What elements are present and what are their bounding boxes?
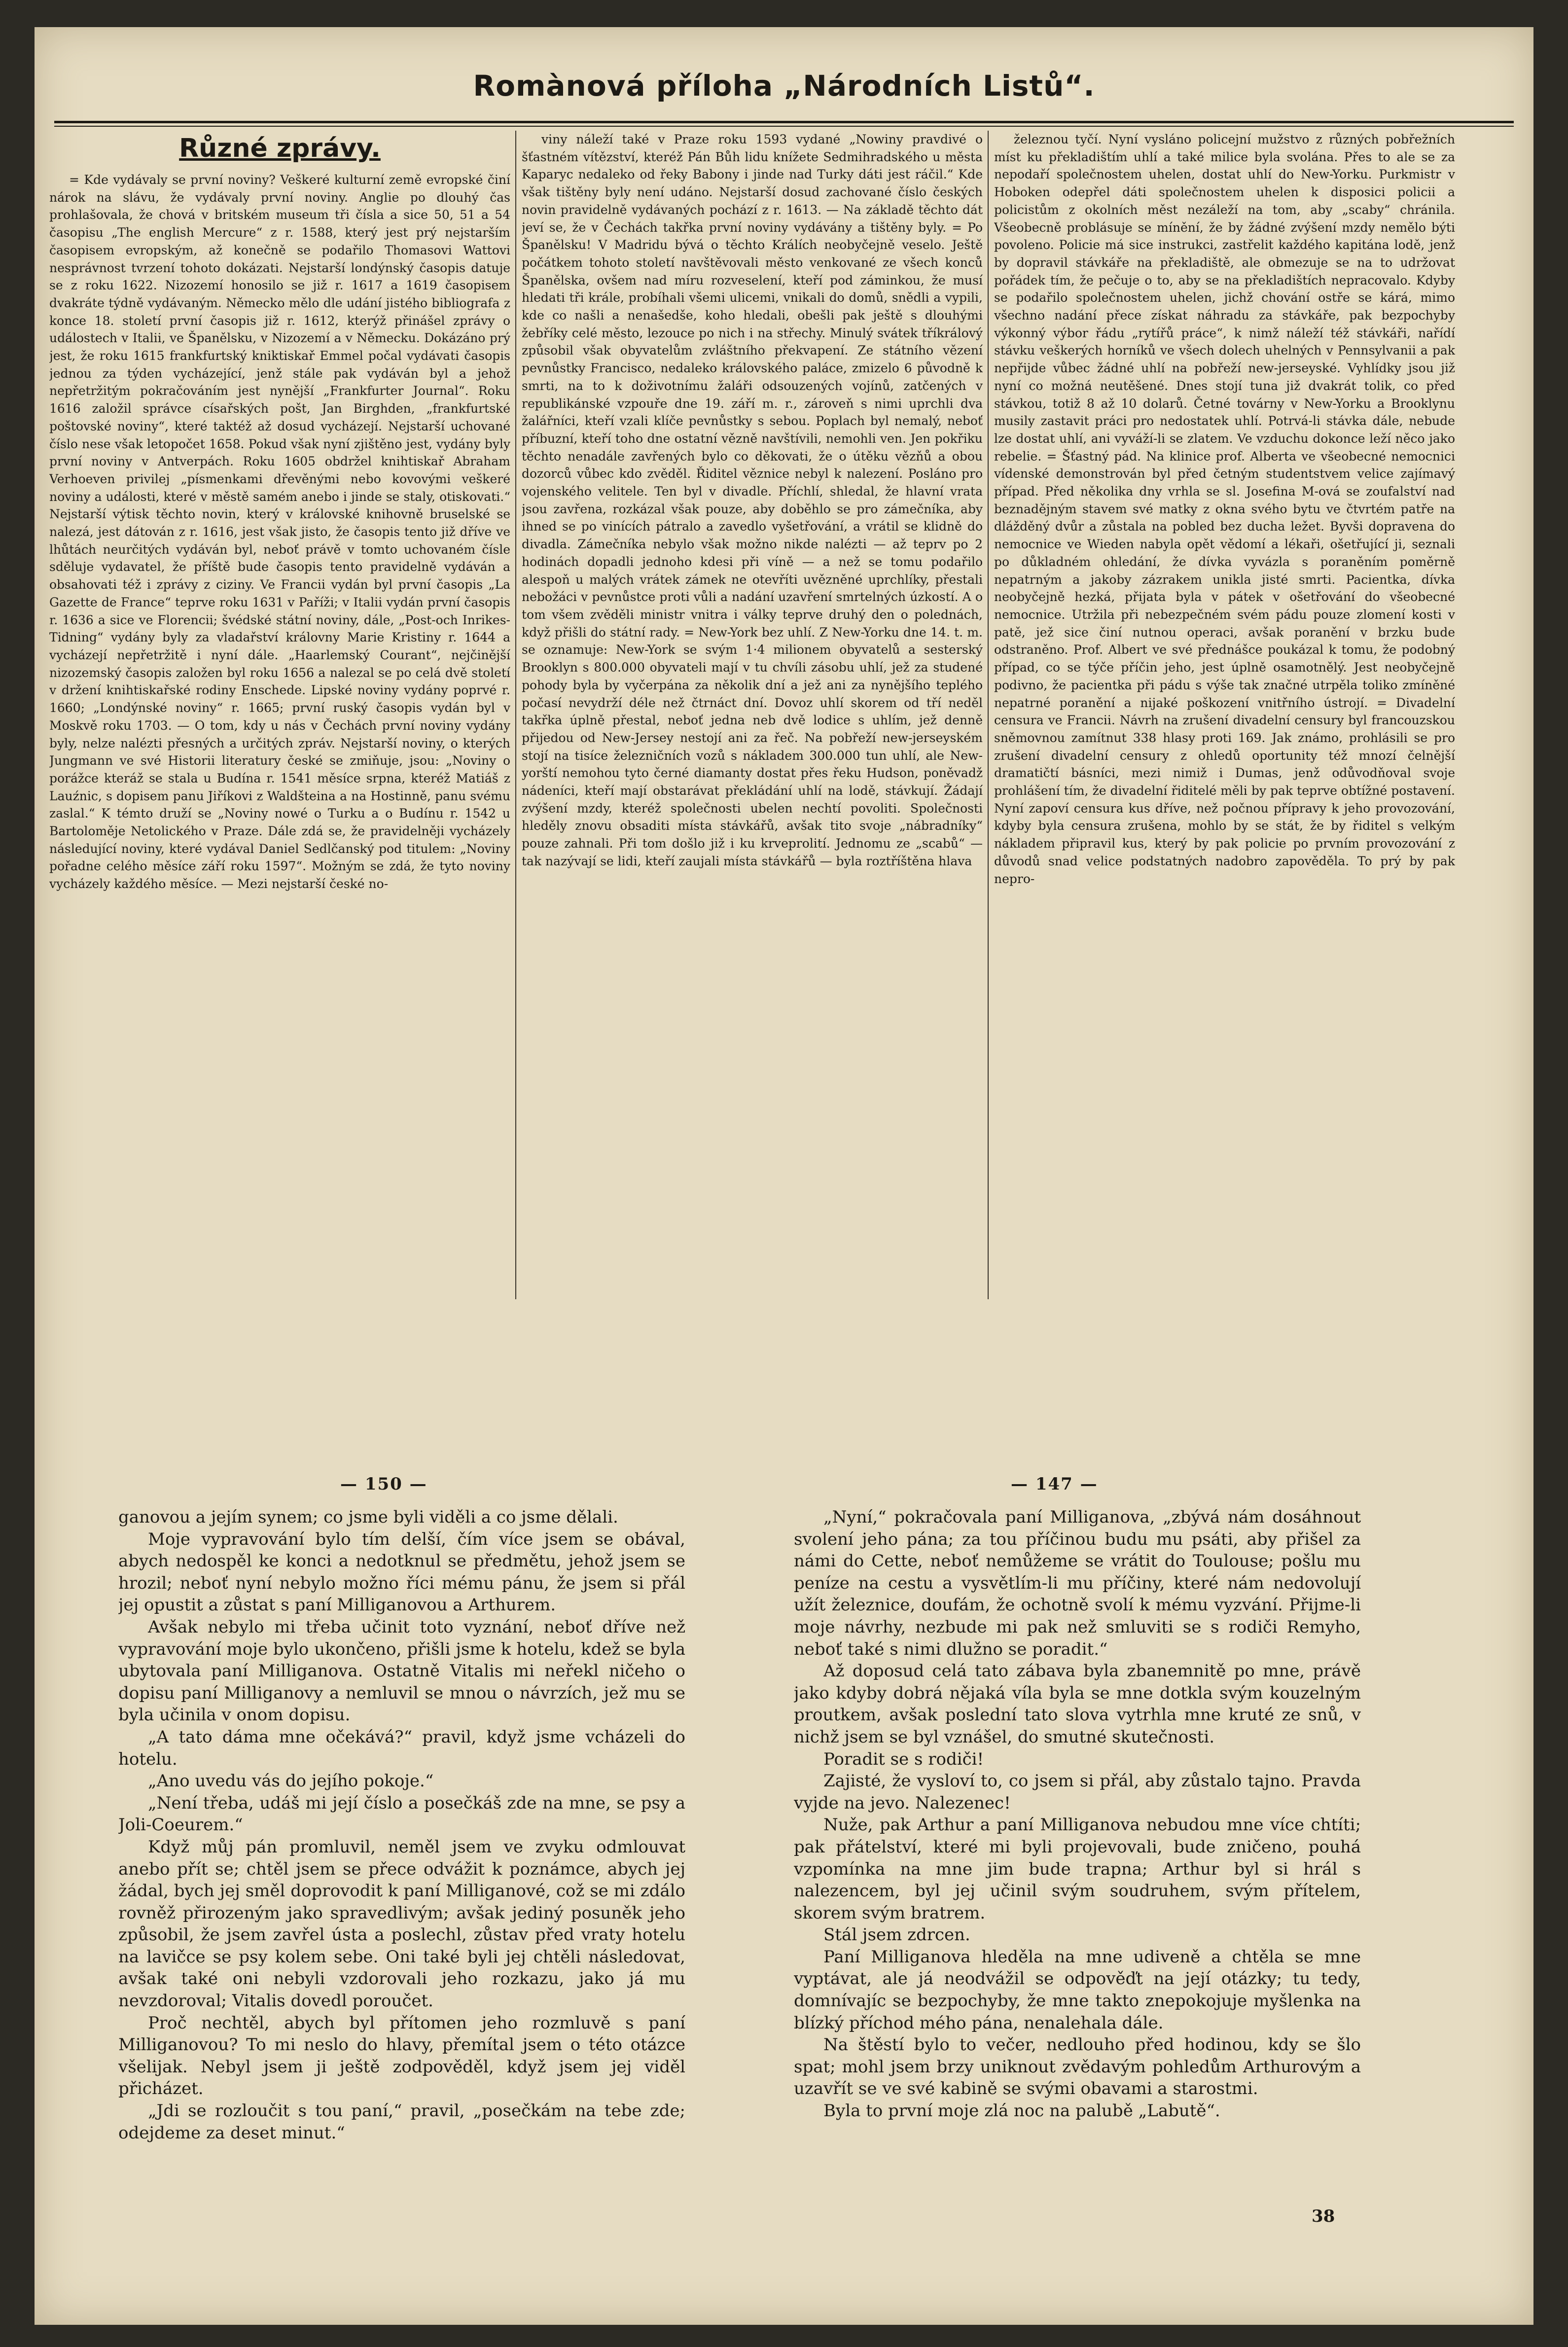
novel-paragraph: Avšak nebylo mi třeba učinit toto vyznání, neboť dříve než vypravování moje bylo ukončeno, přišli jsme k hotelu, kdež se byla ubytovala paní Milliganova. Ostatně Vitalis mi neřekl ničeho o dopisu paní Milliganovy a nemluvil se mnou o návrzích, jež mu se byla učinila v onom dopisu. bbox=[118, 1617, 685, 1725]
page-header: Romànová příloha „Národních Listů“. bbox=[473, 69, 1095, 103]
news-column-3 bbox=[994, 131, 1455, 1304]
novel-paragraph: Až doposud celá tato zábava byla zbanemnitě po mne, právě jako kdyby dobrá nějaká víla byla se mne dotkla svým kouzelným proutkem, avšak poslední tato slova vytrhla mne kruté ze snů, v nichž jsem se byl vznášel, do smutné skutečnosti. bbox=[794, 1661, 1361, 1747]
novel-column-left bbox=[118, 1506, 685, 2290]
news-column-1-text: = Kde vydávaly se první noviny? Veškeré kulturní země evropské činí nárok na slávu, že vydávaly první noviny. Anglie po dlouhý čas prohlašovala, že chová v britském museum tři čísla a sice 50, 51 a 54 časopisu „The english Mercure“ z r. 1588, který jest prý nejstarším časopisem evropským, až konečně se podařilo Thomasovi Wattovi nesprávnost tvrzení tohoto dokázati. Nejstarší londýnský časopis datuje se z roku 1622. Nizozemí honosilo se již r. 1617 a 1619 časopisem dvakráte týdně vydávaným. Německo mělo dle udání jistého bibliografa z konce 18. století první časopis již r. 1612, kterýž přinášel zprávy o událostech v Italii, ve Španělsku, v Nizozemí a v Německu. Dokázáno prý jest, že roku 1615 frankfurtský kniktiskař Emmel počal vydávati časopis jednou za týden vycházející, jenž stále pak vydáván byl a jehož nepřetržitým pokračováním jest nynější „Frankfurter Journal“. Roku 1616 založil správce císařských pošt, Jan Birghden, „frankfurtské poštovské noviny“, které taktéž až dosud vycházejí. Nejstarší uchované číslo nese však letopočet 1658. Pokud však nyní zjištěno jest, vydány byly první noviny v Antverpách. Roku 1605 obdržel knihtiskař Abraham Verhoeven privilej „písmenkami dřevěnými nebo kovovými veškeré noviny a události, které v městě samém anebo i jinde se staly, otiskovati.“ Nejstarší výtisk těchto novin, který v královské knihovně bruselské se nalezá, jest dátován z r. 1616, jest však jisto, že časopis tento již dříve ve lhůtách neurčitých vydáván byl, neboť právě v tomto uchovaném čísle sděluje vydavatel, že příště bude časopis tento pravidelně vydáván a obsahovati též i zprávy z ciziny. Ve Francii vydán byl první časopis „La Gazette de France“ teprve roku 1631 v Paříži; v Italii vydán první časopis r. 1636 a sice ve Florencii; švédské státní noviny, dále, „Post-och Inrikes-Tidning“ vydány byly za vladařství královny Marie Kristiny r. 1644 a vycházejí nepřetržitě i nyní dále. „Haarlemský Courant“, nejčinější nizozemský časopis založen byl roku 1656 a nalezal se po celá dvě století v držení knihtiskařské rodiny Enschede. Lipské noviny vydány poprvé r. 1660; „Londýnské noviny“ r. 1665; první ruský časopis vydán byl v Moskvě roku 1703. — O tom, kdy u nás v Čechách první noviny vydány byly, nelze nalézti přesných a určitých zpráv. Nejstarší noviny, o kterých Jungmann ve své Historii literatury české se zmiňuje, jsou: „Noviny o porážce kteráž se stala u Budína r. 1541 měsíce srpna, kteréž Matiáš z Lauźnic, s dopisem panu Jiříkovi z Waldšteina a na Hostinně, panu svému zaslal.“ K témto druží se „Noviny nowé o Turku a o Budínu r. 1542 u Bartoloměje Netolického v Praze. Dále zdá se, že pravidelněji vycházely následující noviny, které vydával Daniel Sedlčanský pod titulem: „Noviny pořadne celého měsíce září roku 1597“. Možným se zdá, že tyto noviny vycházely každého měsíce. — Mezi nejstarší české no- bbox=[49, 173, 510, 891]
page-number-right: — 147 — bbox=[1011, 1474, 1098, 1494]
news-column-2-text: viny náleží také v Praze roku 1593 vydané „Nowiny pravdivé o šťastném vítězství, kteréž Pán Bůh lidu knížete Sedmihradského u města Kaparyc nedaleko od řeky Babony i jinde nad Turky dáti jest ráčil.“ Kde však tištěny byly není udáno. Nejstarší dosud zachované číslo českých novin pravidelně vydávaných pochází z r. 1613. — Na základě těchto dát jeví se, že v Čechách takřka první noviny vydávány a tištěny byly. = Po Španělsku! V Madridu bývá o těchto Králích neobyčejně veselo. Ještě počátkem tohoto století navštěvovali město venkované ze všech konců Španělska, ovšem nad míru rozveselení, kteří pod záminkou, že musí hledati tři krále, probíhali všemi ulicemi, vnikali do domů, snědli a vypili, kde co našli a nenašedše, koho hledali, obešli pak ještě s dlouhými žebříky celé město, lezouce po nich i na střechy. Minulý svátek tříkrálový způsobil však obyvatelům zvláštního překvapení. Ze státního vězení pevnůstky Francisco, nedaleko královského paláce, zmizelo 6 původně k smrti, na to k doživotnímu žaláři odsouzených vojínů, zatčených v republikánské vzpouře dne 19. září m. r., zároveň s nimi uprchli dva žalářníci, kteří vzali klíče pevnůstky s sebou. Poplach byl nemalý, neboť příbuzní, kteří toho dne ostatní vězně navštívili, nemohli ven. Jen pokřiku těchto nenadále zavřených bylo co děkovati, že o útěku vězňů a obou dozorců vůbec kdo zvěděl. Řiditel věznice nebyl k nalezení. Posláno pro vojenského velitele. Ten byl v divadle. Příchlí, shledal, že hlavní vrata jsou zavřena, rozkázal však pouze, aby doběhlo se pro zámečníka, aby ihned se po vinících pátralo a zavedlo vyšetřování, a vrátil se klidně do divadla. Zámečníka nebylo však možno nikde nalézti — až teprv po 2 hodinách dopadli jednoho kdesi při víně — a než se tomu podařilo alespoň u malých vrátek zámek ne otevříti uvězněné uprchlíky, přestali nebožáci v pevnůstce proti vůli a nadání uzavření smrtelných úzkostí. A o tom všem zvěděli ministr vnitra i války teprve druhý den o polednách, když přišli do státní rady. = New-York bez uhlí. Z New-Yorku dne 14. t. m. se oznamuje: New-York se svým 1·4 milionem obyvatelů a sesterský Brooklyn s 800.000 obyvateli mají v tu chvíli zásobu uhlí, jež za studené pohody byla by vyčerpána za několik dní a jež ani za nynějšího teplého počasí nevydrží déle než čtrnáct dní. Dovoz uhlí skorem od tří neděl takřka úplně přestal, neboť jedna neb dvě lodice s uhlím, jež denně přijedou od New-Jersey nestojí ani za řeč. Na pobřeží new-jerseyském stojí na tisíce železničních vozů s nákladem 300.000 tun uhlí, ale New-yorští nemohou tyto černé diamanty dostat přes řeku Hudson, poněvadž nádeníci, kteří mají obstarávat překládání uhlí na lodě, stávkují. Žádají zvýšení mzdy, kteréž společnosti ubelen nechtí povoliti. Společnosti hleděly znovu obsaditi místa stávkářů, avšak tito svoje „nábradníky“ pouze zahnali. Při tom došlo již i ku krveprolití. Jednomu ze „scabů“ — tak nazývají se lidi, kteří zaujali místa stávkářů — byla roztříštěna hlava bbox=[522, 132, 983, 868]
novel-paragraph: Na štěstí bylo to večer, nedlouho před hodinou, kdy se šlo spat; mohl jsem brzy uniknout zvědavým pohledům Arthurovým a uzavřít se ve své kabině se svými obavami a starostmi. bbox=[794, 2035, 1361, 2099]
novel-paragraph: Moje vypravování bylo tím delší, čím více jsem se obával, abych nedospěl ke konci a nedotknul se předmětu, jehož jsem se hrozil; neboť nyní nebylo možno říci mému pánu, že jsem si přál jej opustit a zůstat s paní Milliganovou a Arthurem. bbox=[118, 1529, 685, 1615]
novel-paragraph: Paní Milliganova hleděla na mne udiveně a chtěla se mne vyptávat, ale já neodvážil se odpověďt na její otázky; tu tedy, domnívajíc se bezpochyby, že mne takto znepokojuje myšlenka na blízký příchod mého pána, nenalehala dále. bbox=[794, 1947, 1361, 2033]
section-title: Různé zprávy. bbox=[179, 134, 381, 163]
column-divider bbox=[515, 131, 516, 1299]
news-column-2 bbox=[522, 131, 983, 1304]
newspaper-page bbox=[35, 27, 1533, 2325]
novel-paragraph: Stál jsem zdrcen. bbox=[823, 1925, 970, 1945]
novel-paragraph: Když můj pán promluvil, neměl jsem ve zvyku odmlouvat anebo přít se; chtěl jsem se přece odvážit k poznámce, abych jej žádal, bych jej směl doprovodit k paní Milliganové, což se mi zdálo rovněž přirozeným jako spravedlivým; avšak jediný posuněk jeho způsobil, že jsem zavřel ústa a poslechl, zůstav před vraty hotelu na lavičce se psy kolem sebe. Oni také byli jej chtěli následovat, avšak také oni nebyli vzdorovali jeho rozkazu, jako já mu nevzdoroval; Vitalis dovedl poroučet. bbox=[118, 1837, 685, 2011]
novel-paragraph: „Ano uvedu vás do jejího pokoje.“ bbox=[148, 1771, 434, 1791]
novel-paragraph: Zajisté, že vysloví to, co jsem si přál, aby zůstalo tajno. Pravda vyjde na jevo. Nalezenec! bbox=[794, 1771, 1361, 1813]
novel-paragraph: Nuže, pak Arthur a paní Milliganova nebudou mne více chtíti; pak přátelství, které mi byli projevovali, bude zničeno, pouhá vzpomínka na mne jim bude trapna; Arthur byl si hrál s nalezencem, byl jej učinil svým soudruhem, svým přítelem, skorem svým bratrem. bbox=[794, 1815, 1361, 1923]
novel-paragraph: „Jdi se rozloučit s tou paní,“ pravil, „posečkám na tebe zde; odejdeme za deset minut.“ bbox=[118, 2101, 685, 2143]
header-rule bbox=[54, 121, 1514, 123]
news-column-3-text: železnou tyčí. Nyní vysláno policejní mužstvo z různých pobřežních míst ku překladištím uhlí a také milice byla svolána. Přes to ale se za nepodaří společnostem uhelen, dostat uhlí do New-Yorku. Purkmistr v Hoboken odepřel dáti společnostem uhelen k disposici policii a policistům z okolních měst nezáleží na tom, aby „scaby“ chránila. Všeobecně problásuje se mínění, že by žádné zvýšení mzdy nemělo býti povoleno. Policie má sice instrukci, zastřelit každého kapitána lodě, jenž by dopravil stávkáře na překladiště, ale obmezuje se na to udržovat pořádek tím, že pečuje o to, aby se na překladištích nepracovalo. Kdyby se podařilo společnostem uhelen, jichž chování ostře se kárá, mimo všechno nadání přece získat náhradu za stávkáře, pak bezpochyby výkonný výbor řádu „rytířů práce“, k nimž náleží též stávkáři, nařídí stávku veškerých horníků ve všech dolech uhelných v Pennsylvanii a pak nepřijde vůbec žádné uhlí na pobřeží new-jerseyské. Vyhlídky jsou již nyní co možná neutěšené. Dnes stojí tuna již dvakrát tolik, co před stávkou, totiž 8 až 10 dolarů. Četné továrny v New-Yorku a Brooklynu musily zastavit práci pro nedostatek uhlí. Potrvá-li stávka dále, nebude lze dostat uhlí, ani vyváží-li se zlatem. Ve vzduchu dokonce leží něco jako rebelie. = Šťastný pád. Na klinice prof. Alberta ve všeobecné nemocnici vídenské demonstrován byl před četným studentstvem velice zajímavý případ. Před několika dny vrhla se sl. Josefina M-ová se zoufalství nad beznadějným stavem své matky z okna svého bytu ve čtvrtém patře na dlážděný dvůr a zůstala na pobled bez ducha ležet. Byvši dopravena do nemocnice ve Wieden nabyla opět vědomí a lékaři, ošetřující ji, seznali po důkladném ohledání, že dívka vyvázla s poraněním poměrně nepatrným a jakoby zázrakem unikla jisté smrti. Pacientka, dívka neobyčejně hezká, přijata byla v pátek v ošetřování do všeobecné nemocnice. Utržila při nebezpečném svém pádu pouze zlomení kosti v patě, jež sice činí nutnou operaci, avšak poranění v brzku bude odstraněno. Prof. Albert ve své přednášce poukázal k tomu, že podobný případ, co se týče příčin jeho, jest úplně osamotnělý. Jest neobyčejně podivno, že pacientka při pádu s výše tak značné utrpěla toliko zmíněné nepatrné poranění a nijaké poškození vnitřního ústrojí. = Divadelní censura ve Francii. Návrh na zrušení divadelní censury byl francouzskou sněmovnou zamítnut 338 hlasy proti 169. Jak známo, prohlásili se pro zrušení divadelní censury z ohledů oportunity též mnozí čelnější dramatičtí básníci, mezi nimiž i Dumas, jenž odůvodňoval svoje prohlášení tím, že divadelní řiditelé měli by pak teprve obtížné postavení. Nyní zapoví censura kus dříve, než počnou přípravy k jeho provozování, kdyby byla censura zrušena, mohlo by se stát, že by řiditel s velkým nákladem připravil kus, který by pak policie po prvním provozování z důvodů snad velice podstatných nadobro zapověděla. To prý by pak nepro- bbox=[994, 132, 1455, 886]
footer-number: 38 bbox=[1312, 2206, 1335, 2226]
novel-paragraph: „Nyní,“ pokračovala paní Milliganova, „zbývá nám dosáhnout svolení jeho pána; za tou příčinou budu mu psáti, aby přišel za námi do Cette, neboť nemůžeme se vrátit do Toulouse; pošlu mu peníze na cestu a vysvětlím-li mu příčiny, které nám nedovolují užít železnice, doufám, že ochotně svolí k mému vyzvání. Přijme-li moje návrhy, nezbude mi pak než smluviti se s rodiči Remyho, neboť také s nimi dlužno se poradit.“ bbox=[794, 1507, 1361, 1659]
header-rule-thin bbox=[54, 126, 1514, 127]
news-column-1 bbox=[49, 131, 510, 1304]
novel-paragraph: „Není třeba, udáš mi její číslo a posečkáš zde na mne, se psy a Joli-Coeurem.“ bbox=[118, 1793, 685, 1835]
novel-paragraph: Poradit se s rodiči! bbox=[823, 1749, 984, 1769]
column-divider bbox=[988, 131, 989, 1299]
page-number-left: — 150 — bbox=[340, 1474, 428, 1494]
novel-paragraph: Byla to první moje zlá noc na palubě „Labutě“. bbox=[823, 2101, 1220, 2121]
novel-column-right bbox=[794, 1506, 1361, 2290]
novel-paragraph: Proč nechtěl, abych byl přítomen jeho rozmluvě s paní Milliganovou? To mi neslo do hlavy, přemítal jsem o této otázce všelijak. Nebyl jsem ji ještě zodpověděl, když jsem jej viděl přicházet. bbox=[118, 2013, 685, 2099]
novel-paragraph: ganovou a jejím synem; co jsme byli viděli a co jsme dělali. bbox=[118, 1507, 618, 1527]
novel-paragraph: „A tato dáma mne očekává?“ pravil, když jsme vcházeli do hotelu. bbox=[118, 1727, 685, 1769]
